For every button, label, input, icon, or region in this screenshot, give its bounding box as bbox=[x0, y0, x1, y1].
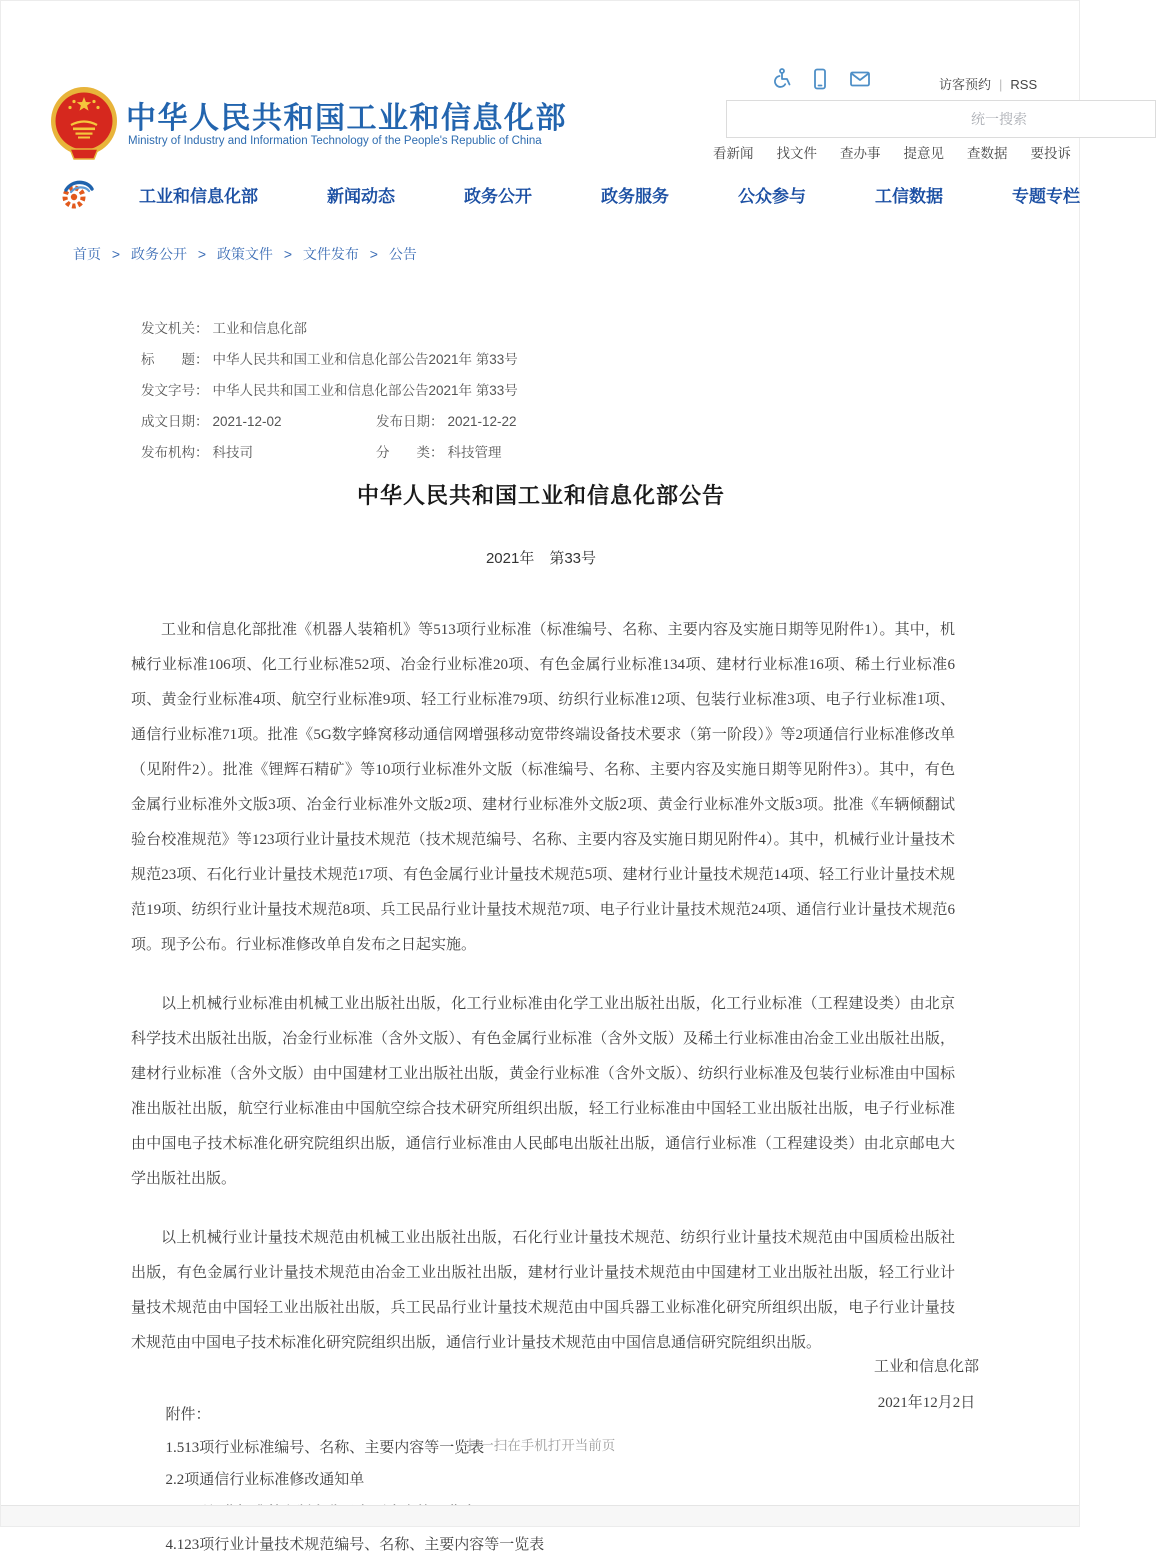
search-input[interactable] bbox=[727, 101, 1155, 137]
article-paragraph-2: 以上机械行业标准由机械工业出版社出版，化工行业标准由化学工业出版社出版，化工行业标准（工程建设类）由北京科学技术出版社出版，冶金行业标准（含外文版）、有色金属行业标准（含外文版）及稀土行业标准由冶金工业出版社出版，建材行业标准（含外文版）由中国建材工业出版社出版，黄金行业标准（含外文版）、纺织行业标准及包装行业标准由中国标准出版社出版，航空行业标准由中国航空综合技术研究所组织出版，轻工行业标准由中国轻工业出版社出版，电子行业标准由中国电子技术标准化研究院组织出版，通信行业标准由人民邮电出版社出版，通信行业标准（工程建设类）由北京邮电大学出版社出版。 bbox=[131, 996, 955, 1187]
scan-qr-tip: 扫一扫在手机打开当前页 bbox=[466, 1438, 616, 1453]
nav-item-gov-services[interactable]: 政务服务 bbox=[601, 186, 669, 206]
breadcrumb-separator: > bbox=[369, 246, 378, 262]
meta-label: 发布机构： bbox=[141, 445, 209, 460]
breadcrumb-separator: > bbox=[111, 246, 121, 262]
article-paragraph-3: 以上机械行业计量技术规范由机械工业出版社出版，石化行业计量技术规范、纺织行业计量技术规范由中国质检出版社出版，有色金属行业计量技术规范由冶金工业出版社出版，建材行业计量技术规范由中国建材工业出版社出版，轻工行业计量技术规范由中国轻工业出版社出版，兵工民品行业计量技术规范由中国兵器工业标准化研究所组织出版，电子行业计量技术规范由中国电子技术标准化研究院组织出版，通信行业计量技术规范由中国信息通信研究院组织出版。 bbox=[131, 1230, 955, 1351]
meta-value: 2021-12-22 bbox=[447, 414, 517, 429]
article-title: 中华人民共和国工业和信息化部公告 bbox=[356, 483, 725, 508]
national-emblem-icon bbox=[49, 85, 119, 161]
nav-items bbox=[139, 182, 1080, 207]
rss-link[interactable]: RSS bbox=[1010, 77, 1038, 92]
quick-link-files[interactable]: 找文件 bbox=[776, 146, 817, 161]
meta-value: 工业和信息化部 bbox=[212, 321, 307, 336]
site-subtitle: Ministry of Industry and Information Technology of the People's Republic of China bbox=[128, 135, 542, 147]
miit-logo-icon bbox=[59, 176, 95, 212]
quick-link-services[interactable]: 查办事 bbox=[840, 146, 881, 161]
breadcrumb-file-release[interactable]: 文件发布 bbox=[302, 246, 359, 262]
meta-row-dates bbox=[141, 406, 961, 437]
meta-label: 发文字号： bbox=[141, 383, 209, 398]
article-paragraph-1: 工业和信息化部批准《机器人装箱机》等513项行业标准（标准编号、名称、主要内容及实施日期等见附件1）。其中，机械行业标准106项、化工行业标准52项、冶金行业标准20项、有色金属行业标准134项、建材行业标准16项、稀土行业标准6项、黄金行业标准4项、航空行业标准9项、轻工行业标准79项、纺织行业标准12项、包装行业标准3项、电子行业标准1项、通信行业标准71项。批准《5G数字蜂窝移动通信网增强移动宽带终端设备技术要求（第一阶段）》等2项通信行业标准修改单（见附件2）。批准《锂辉石精矿》等10项行业标准外文版（标准编号、名称、主要内容及实施日期等见附件3）。其中，有色金属行业标准外文版3项、冶金行业标准外文版2项、建材行业标准外文版2项、黄金行业标准外文版3项。批准《车辆倾翻试验台校准规范》等123项行业计量技术规范（技术规范编号、名称、主要内容及实施日期见附件4）。其中，机械行业计量技术规范23项、石化行业计量技术规范17项、有色金属行业计量技术规范5项、建材行业计量技术规范14项、轻工行业计量技术规范19项、纺织行业计量技术规范8项、兵工民品行业计量技术规范7项、电子行业计量技术规范24项、通信行业计量技术规范6项。现予公布。行业标准修改单自发布之日起实施。 bbox=[131, 622, 955, 953]
nav-item-news[interactable]: 新闻动态 bbox=[327, 186, 395, 206]
meta-value: 科技管理 bbox=[447, 445, 502, 460]
site-title: 中华人民共和国工业和信息化部 bbox=[126, 102, 567, 135]
meta-label: 发文机关： bbox=[141, 321, 209, 336]
attachments-label: 附件： bbox=[165, 1407, 211, 1423]
search-box bbox=[726, 100, 1156, 138]
nav-item-public-participation[interactable]: 公众参与 bbox=[738, 186, 806, 206]
main-nav bbox=[1, 169, 1081, 219]
quick-links bbox=[713, 142, 1071, 162]
meta-row-publisher-category bbox=[141, 437, 961, 468]
document-meta bbox=[141, 313, 961, 468]
meta-label: 发布日期： bbox=[376, 414, 444, 429]
meta-value: 中华人民共和国工业和信息化部公告2021年 第33号 bbox=[212, 383, 518, 398]
meta-value: 中华人民共和国工业和信息化部公告2021年 第33号 bbox=[212, 352, 518, 367]
topbar-divider: | bbox=[999, 77, 1003, 92]
mail-icon[interactable] bbox=[847, 67, 873, 91]
breadcrumb-separator: > bbox=[283, 246, 293, 262]
attachment-item-4: 4.123项行业计量技术规范编号、名称、主要内容等一览表 bbox=[165, 1537, 545, 1553]
breadcrumb-separator: > bbox=[197, 246, 207, 262]
topbar-icons bbox=[769, 67, 873, 91]
meta-value: 2021-12-02 bbox=[212, 414, 282, 429]
breadcrumb-home[interactable]: 首页 bbox=[73, 246, 101, 262]
meta-row-issuing-agency bbox=[141, 313, 961, 344]
mobile-icon[interactable] bbox=[808, 67, 832, 91]
meta-label: 标 题： bbox=[141, 352, 209, 367]
attachments-list bbox=[131, 1399, 955, 1562]
quick-link-news[interactable]: 看新闻 bbox=[713, 146, 754, 161]
article-issue-number: 2021年 第33号 bbox=[485, 550, 597, 567]
breadcrumb-policy-files[interactable]: 政策文件 bbox=[216, 246, 273, 262]
quick-link-feedback[interactable]: 提意见 bbox=[903, 146, 944, 161]
meta-label: 成文日期： bbox=[141, 414, 209, 429]
nav-item-special-topics[interactable]: 专题专栏 bbox=[1012, 186, 1080, 206]
article-body bbox=[131, 613, 955, 1562]
breadcrumb-announcement[interactable]: 公告 bbox=[388, 246, 417, 262]
meta-row-title bbox=[141, 344, 961, 375]
breadcrumb bbox=[73, 244, 417, 264]
signature-block bbox=[874, 1349, 979, 1421]
nav-item-miit-data[interactable]: 工信数据 bbox=[875, 186, 943, 206]
signature-agency: 工业和信息化部 bbox=[873, 1359, 979, 1375]
meta-label: 分 类： bbox=[376, 445, 444, 460]
attachment-item-2: 2.2项通信行业标准修改通知单 bbox=[165, 1472, 365, 1488]
nav-item-miit[interactable]: 工业和信息化部 bbox=[139, 186, 258, 206]
visitor-reservation-link[interactable]: 访客预约 bbox=[939, 77, 992, 92]
accessibility-icon[interactable] bbox=[769, 67, 793, 91]
quick-link-data[interactable]: 查数据 bbox=[967, 146, 1008, 161]
quick-link-complaint[interactable]: 要投诉 bbox=[1030, 146, 1071, 161]
page-bottom-divider bbox=[1, 1505, 1079, 1526]
attachment-item-1: 1.513项行业标准编号、名称、主要内容等一览表 bbox=[165, 1439, 485, 1456]
meta-value: 科技司 bbox=[212, 445, 253, 460]
meta-row-doc-number bbox=[141, 375, 961, 406]
nav-item-gov-disclosure[interactable]: 政务公开 bbox=[464, 186, 532, 206]
breadcrumb-gov-disclosure[interactable]: 政务公开 bbox=[130, 246, 187, 262]
topbar-links bbox=[939, 74, 1037, 93]
signature-date: 2021年12月2日 bbox=[877, 1395, 976, 1411]
